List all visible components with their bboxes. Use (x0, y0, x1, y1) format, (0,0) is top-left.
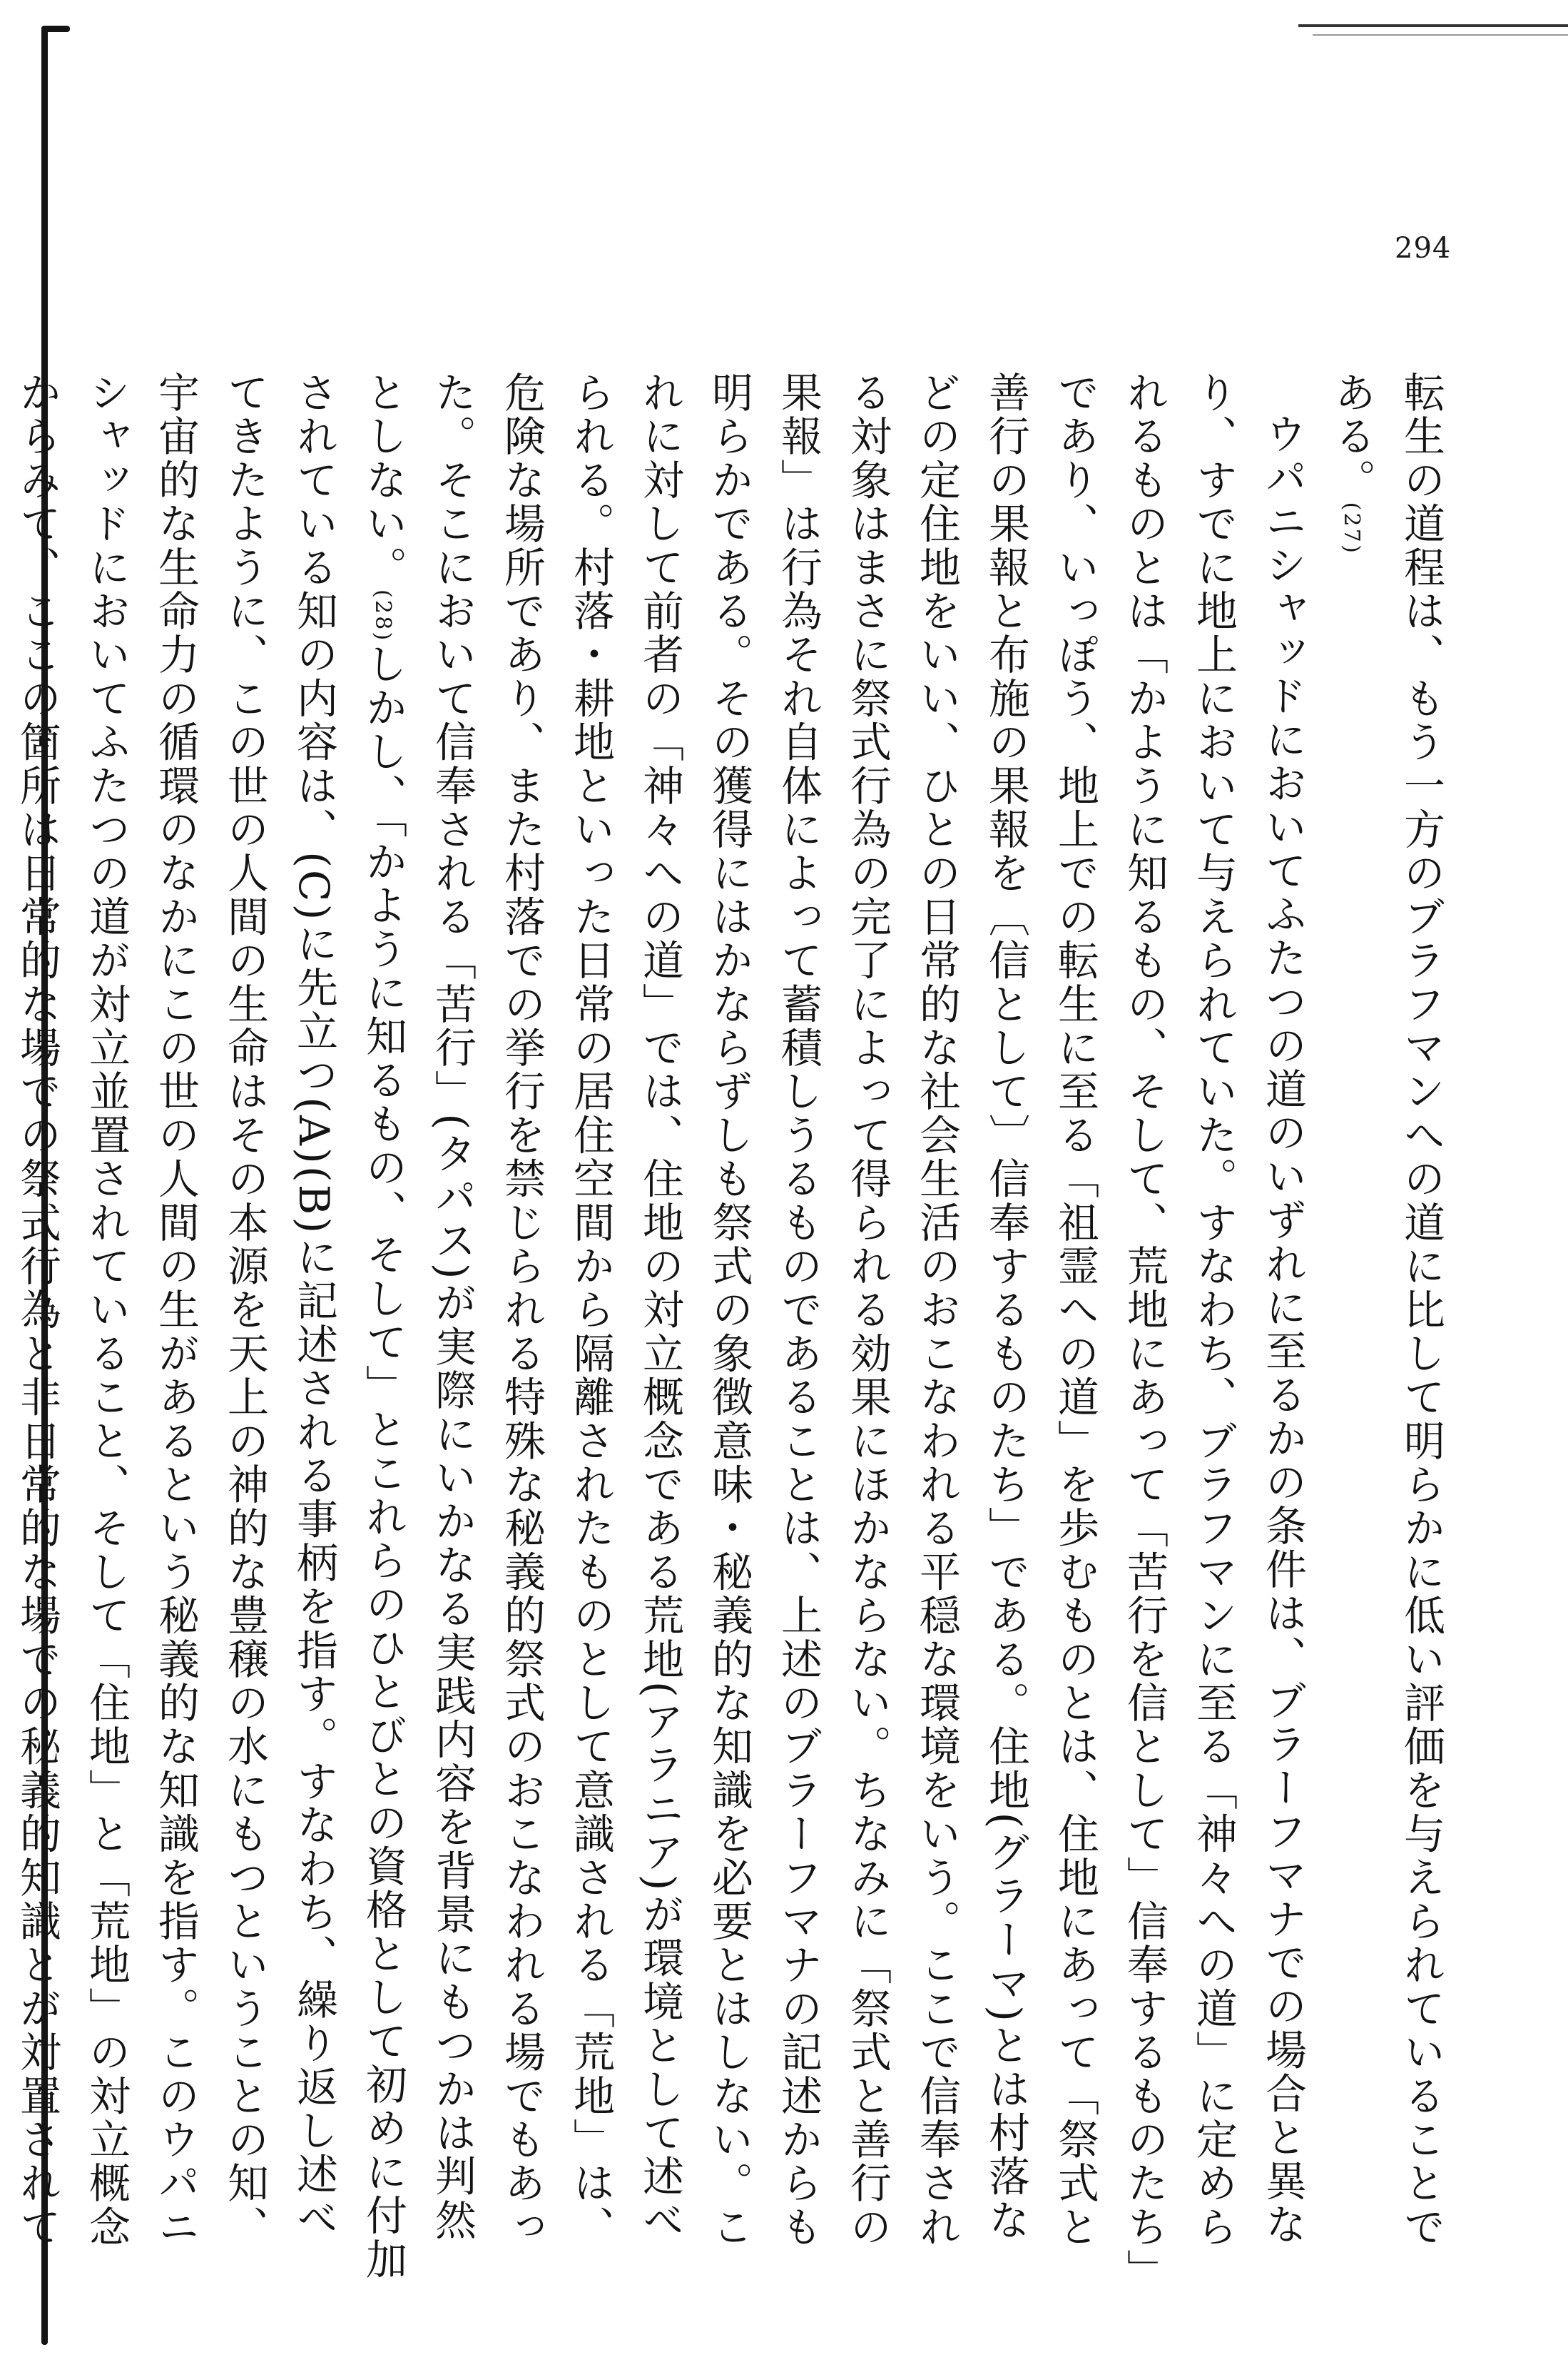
note-ref-27: (27) (1339, 502, 1364, 555)
binding-edge-hook (41, 26, 70, 32)
paragraph-1 (1317, 371, 1455, 2284)
paragraph-2-continuation: しかし、「かように知るもの、そして」とこれらのひとびとの資格として初めに付加されている知の内容は、(C)に先立つ(A)(B)に記述される事柄を指す。すなわち、繰り返し述べてきたように、この世の人間の生命はその本源を天上の神的な豊穣の水にもつということの知、宇宙的な生命力の循環のなかにこの世の人間の生があるという秘義的な知識を指す。このウパニシャッドにおいてふたつの道が対立並置されていること、そして「住地」と「荒地」の対立概念からみて、ここの箇所は日常的な場での祭式行為と非日常的な場での秘義的知識とが対置されて (13, 371, 407, 2281)
top-rule-line (1298, 24, 1568, 27)
note-ref-28: (28) (370, 589, 395, 643)
paragraph-2 (0, 371, 1317, 2284)
top-rule-line-thin (1313, 34, 1568, 36)
paragraph-1-text: 転生の道程は、もう一方のブラフマンへの道に比して明らかに低い評価を与えられていることである。 (1328, 371, 1445, 2249)
body-text (13, 371, 1455, 2284)
page-number: 294 (1395, 232, 1452, 265)
paragraph-2-text: ウパニシャッドにおいてふたつの道のいずれに至るかの条件は、ブラーフマナでの場合と異なり、すでに地上において与えられていた。すなわち、ブラフマンに至る「神々への道」に定められるものとは「かように知るもの、そして、荒地にあって「苦行を信として」信奉するものたち」であり、いっぽう、地上での転生に至る「祖霊への道」を歩むものとは、住地にあって「祭式と善行の果報と布施の果報を〔信として〕信奉するものたち」である。住地(グラーマ)とは村落などの定住地をいい、ひとの日常的な社会生活のおこなわれる平穏な環境をいう。ここで信奉される対象はまさに祭式行為の完了によって得られる効果にほかならない。ちなみに「祭式と善行の果報」は行為それ自体によって蓄積しうるものであることは、上述のブラーフマナの記述からも明らかである。その獲得にはかならずしも祭式の象徴意味・秘義的な知識を必要とはしない。これに対して前者の「神々への道」では、住地の対立概念である荒地(アラニア)が環境として述べられる。村落・耕地といった日常の居住空間から隔離されたものとして意識される「荒地」は、危険な場所であり、また村落での挙行を禁じられる特殊な秘義的祭式のおこなわれる場でもあった。そこにおいて信奉される「苦行」(タパス)が実際にいかなる実践内容を背景にもつかは判然としない。 (359, 371, 1307, 2272)
